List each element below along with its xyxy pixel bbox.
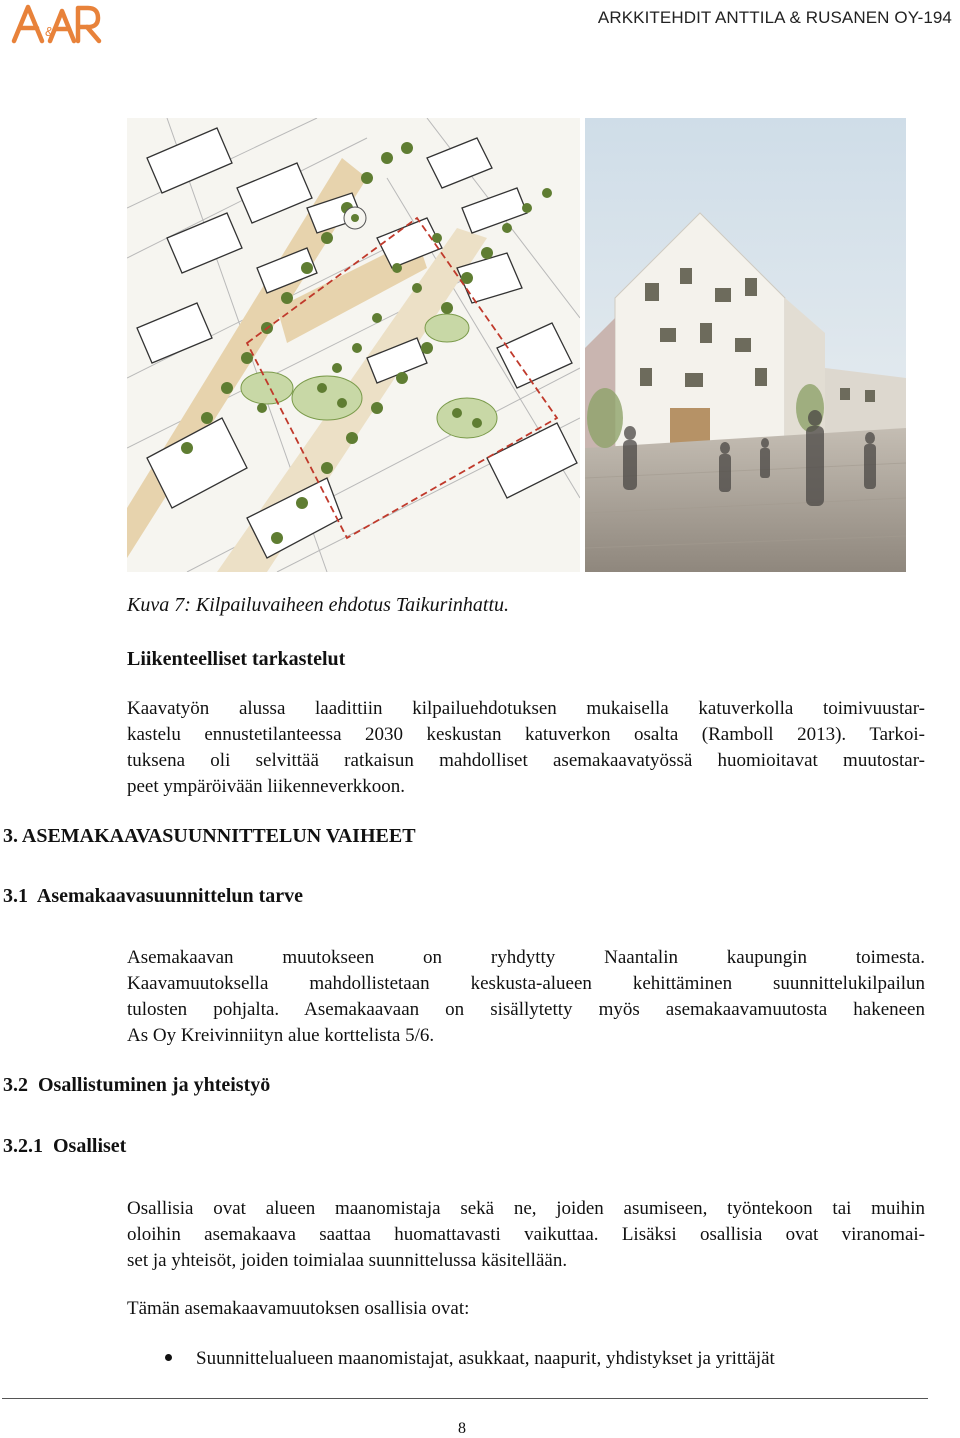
paragraph-line: As Oy Kreivinniityn alue korttelista 5/6. [127, 1025, 435, 1046]
section-3-1-paragraph [127, 945, 925, 1049]
svg-text:&: & [45, 24, 54, 39]
paragraph-line: oloihin asemakaava saattaa huomattavasti vaikuttaa. Lisäksi osallisia ovat viranomai- [127, 1224, 925, 1245]
paragraph-line: Osallisia ovat alueen maanomistaja sekä ne, joiden asumiseen, työntekoon tai muihin [127, 1198, 925, 1219]
page-number: 8 [458, 1420, 466, 1437]
paragraph-line: Kaavatyön alussa laadittiin kilpailuehdotuksen mukaisella katuverkolla toimivuustar- [127, 698, 925, 719]
section-3-heading: 3. ASEMAKAAVASUUNNITTELUN VAIHEET [3, 825, 416, 847]
section-3-2-1-paragraph [127, 1196, 925, 1274]
footer-divider [2, 1398, 928, 1399]
bullet-item: Suunnittelualueen maanomistajat, asukkaat, naapurit, yhdistykset ja yrittäjät [196, 1348, 775, 1369]
paragraph-line: Kaavamuutoksella mahdollistetaan keskusta-alueen kehittäminen suunnittelukilpailun [127, 973, 925, 994]
paragraph-line: peet ympäröivään liikenneverkkoon. [127, 776, 406, 797]
section-3-2-heading: 3.2 Osallistuminen ja yhteistyö [3, 1074, 271, 1096]
stakeholders-intro: Tämän asemakaavamuutoksen osallisia ovat: [127, 1298, 470, 1319]
paragraph-line: kastelu ennustetilanteessa 2030 keskustan katuverkon osalta (Ramboll 2013). Tarkoi- [127, 724, 925, 745]
company-logo [10, 2, 102, 44]
site-plan-map [127, 118, 580, 572]
paragraph-line: Asemakaavan muutokseen on ryhdytty Naantalin kaupungin toimesta. [127, 947, 925, 968]
architectural-render [585, 118, 906, 572]
traffic-paragraph [127, 696, 925, 800]
traffic-heading: Liikenteelliset tarkastelut [127, 648, 346, 670]
bullet-icon [165, 1354, 172, 1361]
paragraph-line: tulosten pohjalta. Asemakaavaan on sisällytetty myös asemakaavamuutosta hakeneen [127, 999, 925, 1020]
paragraph-line: tuksena oli selvittää ratkaisun mahdolliset asemakaavatyössä huomioitavat muutostar- [127, 750, 925, 771]
figure-caption: Kuva 7: Kilpailuvaiheen ehdotus Taikurinhattu. [127, 594, 510, 616]
paragraph-line: set ja yhteisöt, joiden toimialaa suunnittelussa käsitellään. [127, 1250, 568, 1271]
organization-name: ARKKITEHDIT ANTTILA & RUSANEN OY-194 [597, 8, 952, 27]
section-3-1-heading: 3.1 Asemakaavasuunnittelun tarve [3, 885, 304, 907]
section-3-2-1-heading: 3.2.1 Osalliset [3, 1135, 127, 1157]
